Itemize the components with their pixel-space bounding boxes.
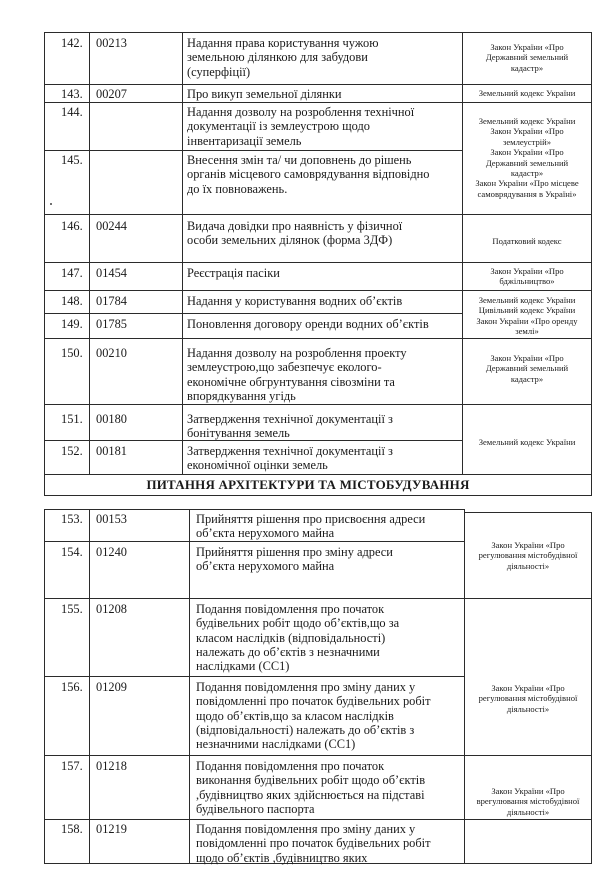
table-rule	[462, 262, 592, 263]
legal-basis: Закон України «Про бджільництво»	[490, 266, 564, 287]
table-rule	[44, 32, 45, 475]
service-title: Надання дозволу на розроблення технічної документації із землеустрою щодо інвентаризації земель	[187, 105, 415, 148]
table-rule	[44, 32, 592, 33]
service-title: Надання дозволу на розроблення проекту землеустрою,що забезпечує еколого- економічне обгрунтування сівозміни та впорядкування угідь	[187, 346, 407, 403]
row-number: 158.	[61, 822, 83, 836]
row-number: 153.	[61, 512, 83, 526]
service-title: Надання права користування чужою земельною ділянкою для забудови (суперфіції)	[187, 36, 379, 79]
service-title: Затвердження технічної документації з економічної оцінки земель	[187, 444, 393, 473]
row-number: 150.	[61, 346, 83, 360]
service-code: 01785	[96, 317, 127, 331]
service-title: Реєстрація пасіки	[187, 266, 280, 280]
service-code: 00180	[96, 412, 127, 426]
service-code: 01454	[96, 266, 127, 280]
table-rule	[44, 313, 462, 314]
table-rule	[44, 150, 462, 151]
service-title: Прийняття рішення про присвоєння адреси об’єкта нерухомого майна	[196, 512, 426, 541]
service-title: Поновлення договору оренди водних об’єктів	[187, 317, 429, 331]
table-rule	[462, 32, 463, 475]
table-rule	[44, 598, 592, 599]
service-title: Подання повідомлення про зміну даних у повідомленні про початок будівельних робіт щодо об’єктів ,будівництво яких	[196, 822, 431, 865]
table-rule	[44, 214, 462, 215]
row-number: 147.	[61, 266, 83, 280]
service-code: 01209	[96, 680, 127, 694]
service-code: 00153	[96, 512, 127, 526]
row-number: 145.	[61, 153, 83, 167]
row-number: 152.	[61, 444, 83, 458]
service-title: Подання повідомлення про початок будівельних робіт щодо об’єктів,що за класом наслідків (відповідальності) належать до об’єктів з незначними наслідками (СС1)	[196, 602, 400, 674]
service-code: 01208	[96, 602, 127, 616]
row-number: 157.	[61, 759, 83, 773]
legal-basis: Закон України «Про врегулювання містобудівної діяльності»	[476, 786, 580, 817]
table-rule	[44, 338, 462, 339]
table-rule	[44, 290, 462, 291]
table-rule	[464, 512, 592, 513]
service-code: 01219	[96, 822, 127, 836]
row-number: 146.	[61, 219, 83, 233]
service-title: Видача довідки про наявність у фізичної особи земельних ділянок (форма 3ДФ)	[187, 219, 403, 248]
row-number: 156.	[61, 680, 83, 694]
row-number: 144.	[61, 105, 83, 119]
service-code: 01240	[96, 545, 127, 559]
table-rule	[44, 819, 592, 820]
table-rule	[462, 290, 592, 291]
row-number: 149.	[61, 317, 83, 331]
row-number: 148.	[61, 294, 83, 308]
table-rule	[462, 84, 592, 85]
legal-basis: Закон України «Про регулювання містобудівної діяльності»	[478, 540, 578, 571]
legal-basis: Закон України «Про Державний земельний кадастр»	[485, 353, 569, 384]
table-rule	[89, 32, 90, 475]
service-title: Про викуп земельної ділянки	[187, 87, 342, 101]
service-code: 00213	[96, 36, 127, 50]
service-code: 00181	[96, 444, 127, 458]
table-rule	[591, 512, 592, 864]
table-rule	[462, 404, 592, 405]
legal-basis: Податковий кодекс	[492, 236, 562, 246]
table-rule	[44, 541, 464, 542]
table-rule	[464, 509, 465, 864]
table-rule	[462, 102, 592, 103]
service-code: 00210	[96, 346, 127, 360]
section-title: ПИТАННЯ АРХІТЕКТУРИ ТА МІСТОБУДУВАННЯ	[146, 477, 470, 492]
legal-basis: Земельний кодекс України Закон України «Про землеустрій» Закон України «Про Державний земельний кадастр» Закон України «Про місцеве самоврядування в Україні»	[475, 116, 579, 199]
table-rule	[462, 338, 592, 339]
scan-speck	[50, 203, 52, 205]
service-code: 01784	[96, 294, 127, 308]
legal-basis: Закон України «Про регулювання містобудівної діяльності»	[478, 683, 578, 714]
service-title: Прийняття рішення про зміну адреси об’єкта нерухомого майна	[196, 545, 393, 574]
legal-basis: Земельний кодекс України	[478, 437, 576, 447]
service-code: 00207	[96, 87, 127, 101]
table-rule	[44, 262, 462, 263]
row-number: 151.	[61, 412, 83, 426]
table-rule	[44, 102, 462, 103]
table-rule	[44, 676, 464, 677]
table-rule	[89, 509, 90, 864]
service-title: Затвердження технічної документації з бонітування земель	[187, 412, 393, 441]
row-number: 154.	[61, 545, 83, 559]
table-rule	[591, 32, 592, 475]
table-rule	[44, 474, 592, 475]
table-rule	[189, 509, 190, 864]
table-rule	[44, 509, 464, 510]
table-rule	[44, 84, 462, 85]
legal-basis: Земельний кодекс України	[478, 88, 576, 98]
service-title: Внесення змін та/ чи доповнень до рішень органів місцевого самоврядування відповідно до їх повноважень.	[187, 153, 430, 196]
row-number: 155.	[61, 602, 83, 616]
service-title: Надання у користування водних об’єктів	[187, 294, 403, 308]
service-code: 00244	[96, 219, 127, 233]
service-title: Подання повідомлення про зміну даних у повідомленні про початок будівельних робіт щодо об’єктів,що за класом наслідків (відповідальності) належать до об’єктів з незначними наслідками (СС1)	[196, 680, 431, 752]
legal-basis: Земельний кодекс України Цивільний кодекс України Закон України «Про оренду землі»	[476, 295, 578, 337]
service-title: Подання повідомлення про початок виконання будівельних робіт щодо об’єктів ,будівництво яких здійснюється на підставі будівельного паспорта	[196, 759, 426, 816]
table-rule	[44, 509, 45, 864]
row-number: 143.	[61, 87, 83, 101]
table-rule	[44, 755, 592, 756]
table-rule	[462, 214, 592, 215]
table-rule	[182, 32, 183, 475]
service-code: 01218	[96, 759, 127, 773]
table-rule	[44, 495, 592, 496]
table-rule	[44, 404, 462, 405]
row-number: 142.	[61, 36, 83, 50]
legal-basis: Закон України «Про Державний земельний кадастр»	[485, 42, 569, 73]
